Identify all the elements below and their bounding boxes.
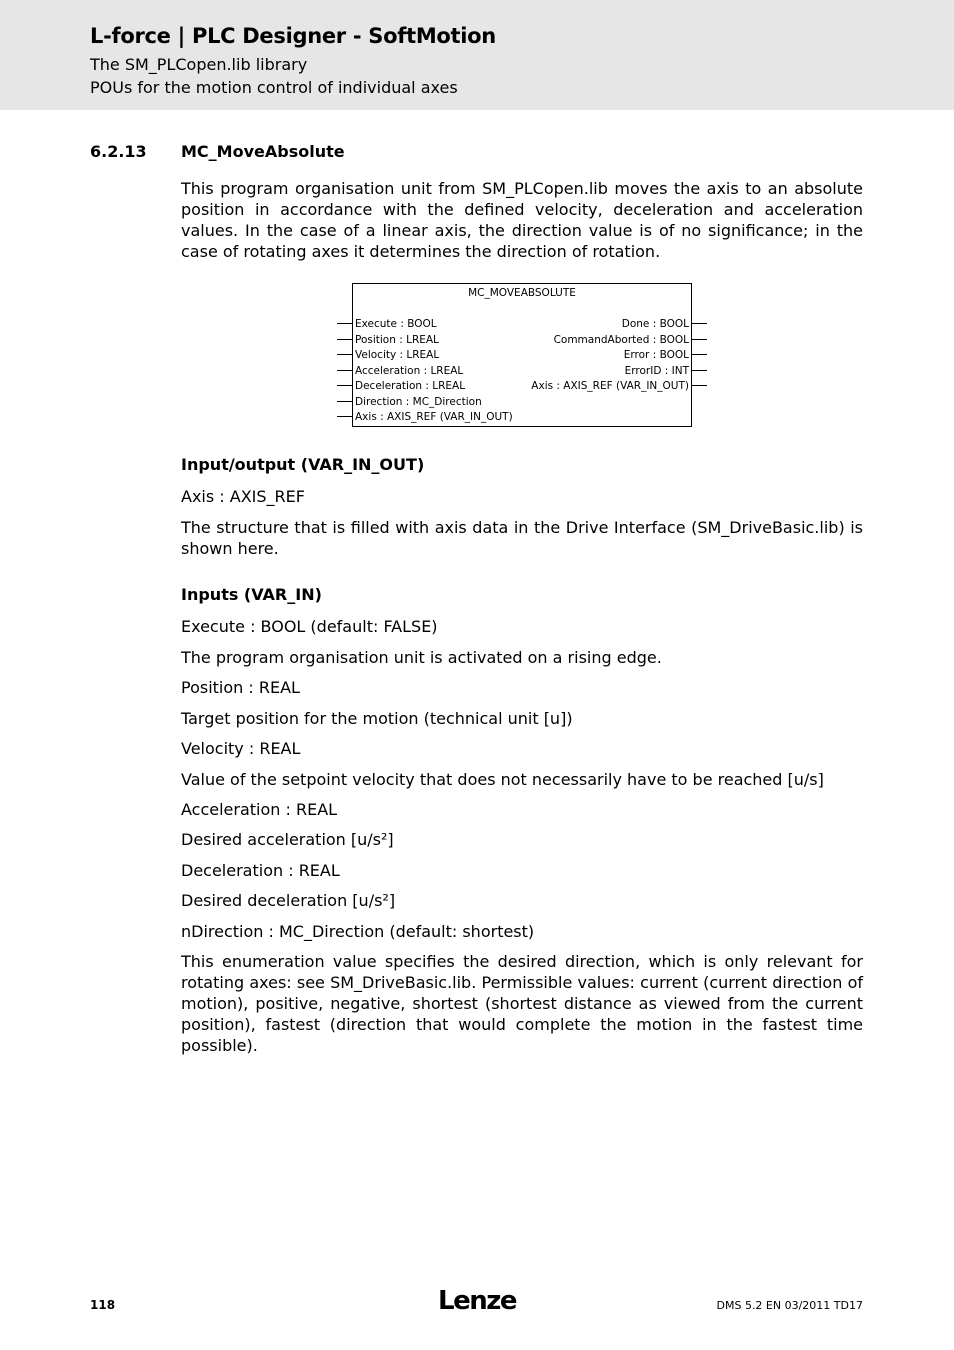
section-intro: This program organisation unit from SM_PLCopen.lib moves the axis to an absolute position in accordance with the defined velocity, deceleration and acceleration values. In the case of a linear axis, the direction value is of no significance; in the case of rotating axes it determines the direction of rotation. (181, 179, 863, 261)
section-title: MC_MoveAbsolute (181, 142, 345, 161)
header-subtitle-pous: POUs for the motion control of individual axes (90, 78, 458, 97)
inout-desc: The structure that is filled with axis data in the Drive Interface (SM_DriveBasic.lib) is shown here. (181, 518, 863, 558)
fb-input-pin: Axis : AXIS_REF (VAR_IN_OUT) (355, 411, 513, 423)
section-number: 6.2.13 (90, 142, 147, 161)
input-param-position: Position : REAL (181, 678, 300, 697)
header-title: L-force | PLC Designer - SoftMotion (90, 24, 496, 48)
inputs-heading: Inputs (VAR_IN) (181, 585, 322, 604)
input-desc-velocity: Value of the setpoint velocity that does not necessarily have to be reached [u/s] (181, 770, 824, 789)
input-desc-execute: The program organisation unit is activated on a rising edge. (181, 648, 662, 667)
input-param-direction: nDirection : MC_Direction (default: shortest) (181, 922, 535, 941)
inout-heading: Input/output (VAR_IN_OUT) (181, 455, 425, 474)
header-subtitle-library: The SM_PLCopen.lib library (90, 55, 308, 74)
fb-input-pin: Execute : BOOL (355, 318, 437, 330)
input-param-acceleration: Acceleration : REAL (181, 800, 338, 819)
fb-output-pin: Done : BOOL (621, 318, 689, 330)
svg-text:Lenze: Lenze (438, 1286, 516, 1315)
input-desc-position: Target position for the motion (technical unit [u]) (181, 709, 573, 728)
fb-output-pin: ErrorID : INT (624, 365, 689, 377)
page-header (0, 0, 954, 110)
input-param-execute: Execute : BOOL (default: FALSE) (181, 617, 438, 636)
fb-input-pin: Position : LREAL (355, 334, 439, 346)
lenze-logo (436, 1285, 518, 1315)
fb-input-pin: Acceleration : LREAL (355, 365, 464, 377)
inout-param: Axis : AXIS_REF (181, 487, 305, 506)
input-desc-direction: This enumeration value specifies the desired direction, which is only relevant for rotating axes: see SM_DriveBasic.lib. Permissible values: current (current direction of motion), positive, negative, shortest (shortest distance as viewed from the current position), fastest (direction that would complete the motion in the fastest time possible). (181, 952, 863, 1055)
input-desc-deceleration: Desired deceleration [u/s²] (181, 891, 396, 910)
input-param-velocity: Velocity : REAL (181, 739, 301, 758)
function-block-diagram (330, 280, 730, 430)
document-id: DMS 5.2 EN 03/2011 TD17 (716, 1299, 863, 1312)
input-param-deceleration: Deceleration : REAL (181, 861, 340, 880)
fb-output-pin: CommandAborted : BOOL (553, 334, 689, 346)
fb-output-pin: Axis : AXIS_REF (VAR_IN_OUT) (531, 380, 689, 392)
page-number: 118 (90, 1298, 116, 1312)
input-desc-acceleration: Desired acceleration [u/s²] (181, 830, 394, 849)
fb-input-pin: Deceleration : LREAL (355, 380, 466, 392)
fb-input-pin: Velocity : LREAL (355, 349, 440, 361)
function-block-name: MC_MOVEABSOLUTE (468, 287, 576, 299)
fb-output-pin: Error : BOOL (623, 349, 689, 361)
fb-input-pin: Direction : MC_Direction (355, 396, 482, 408)
